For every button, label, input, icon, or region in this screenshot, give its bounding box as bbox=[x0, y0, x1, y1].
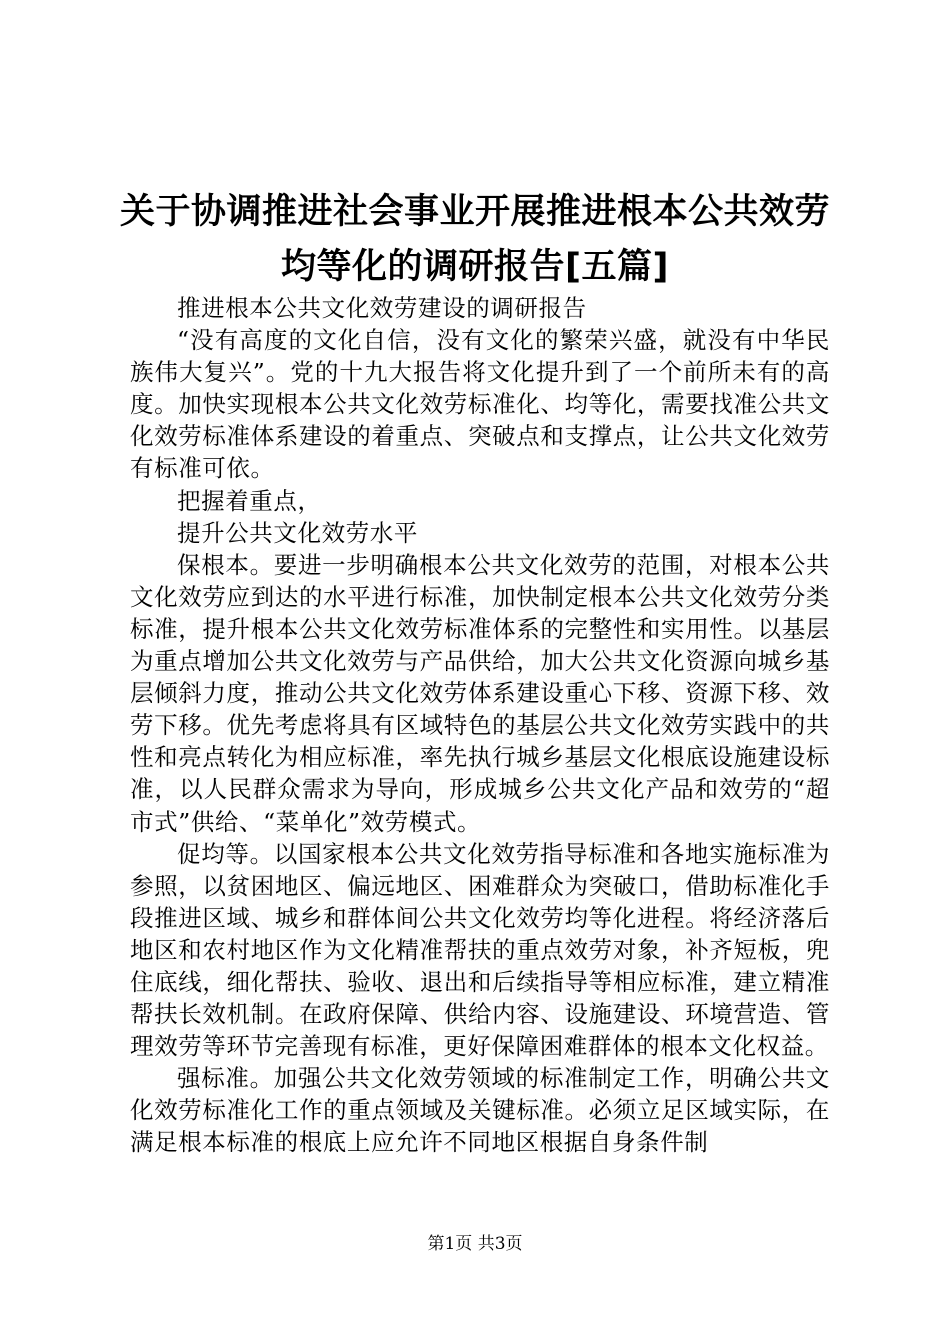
page-footer bbox=[0, 1232, 950, 1256]
document-title-line-1: 关于协调推进社会事业开展推进根本公共效劳 bbox=[119, 192, 830, 232]
page-number: 第1页 共3页 bbox=[427, 1234, 523, 1254]
paragraph: 强标准。加强公共文化效劳领域的标准制定工作，明确公共文化效劳标准化工作的重点领域及关键标准。必须立足区域实际，在满足根本标准的根底上应允许不同地区根据自身条件制 bbox=[130, 1064, 830, 1157]
paragraph-subtitle: 推进根本公共文化效劳建设的调研报告 bbox=[177, 294, 587, 322]
paragraph: “没有高度的文化自信，没有文化的繁荣兴盛，就没有中华民族伟大复兴”。党的十九大报告将文化提升到了一个前所未有的高度。加快实现根本公共文化效劳标准化、均等化，需要找准公共文化效劳标准体系建设的着重点、突破点和支撑点，让公共文化效劳有标准可依。 bbox=[130, 326, 830, 483]
paragraph-heading: 提升公共文化效劳水平 bbox=[177, 518, 418, 547]
paragraph: 促均等。以国家根本公共文化效劳指导标准和各地实施标准为参照，以贫困地区、偏远地区、困难群众为突破口，借助标准化手段推进区域、城乡和群体间公共文化效劳均等化进程。将经济落后地区和农村地区作为文化精准帮扶的重点效劳对象，补齐短板，兜住底线，细化帮扶、验收、退出和后续指导等相应标准，建立精准帮扶长效机制。在政府保障、供给内容、设施建设、环境营造、管理效劳等环节完善现有标准，更好保障困难群体的根本文化权益。 bbox=[130, 839, 830, 1061]
paragraph: 保根本。要进一步明确根本公共文化效劳的范围，对根本公共文化效劳应到达的水平进行标准，加快制定根本公共文化效劳分类标准，提升根本公共文化效劳标准体系的完整性和实用性。以基层为重点增加公共文化效劳与产品供给，加大公共文化资源向城乡基层倾斜力度，推动公共文化效劳体系建设重心下移、资源下移、效劳下移。优先考虑将具有区域特色的基层公共文化效劳实践中的共性和亮点转化为相应标准，率先执行城乡基层文化根底设施建设标准，以人民群众需求为导向，形成城乡公共文化产品和效劳的“超市式”供给、“菜单化”效劳模式。 bbox=[130, 550, 830, 836]
paragraph-heading: 把握着重点， bbox=[177, 486, 322, 515]
document-title-line-2: 均等化的调研报告[五篇] bbox=[281, 247, 669, 287]
document-body bbox=[130, 292, 830, 1159]
